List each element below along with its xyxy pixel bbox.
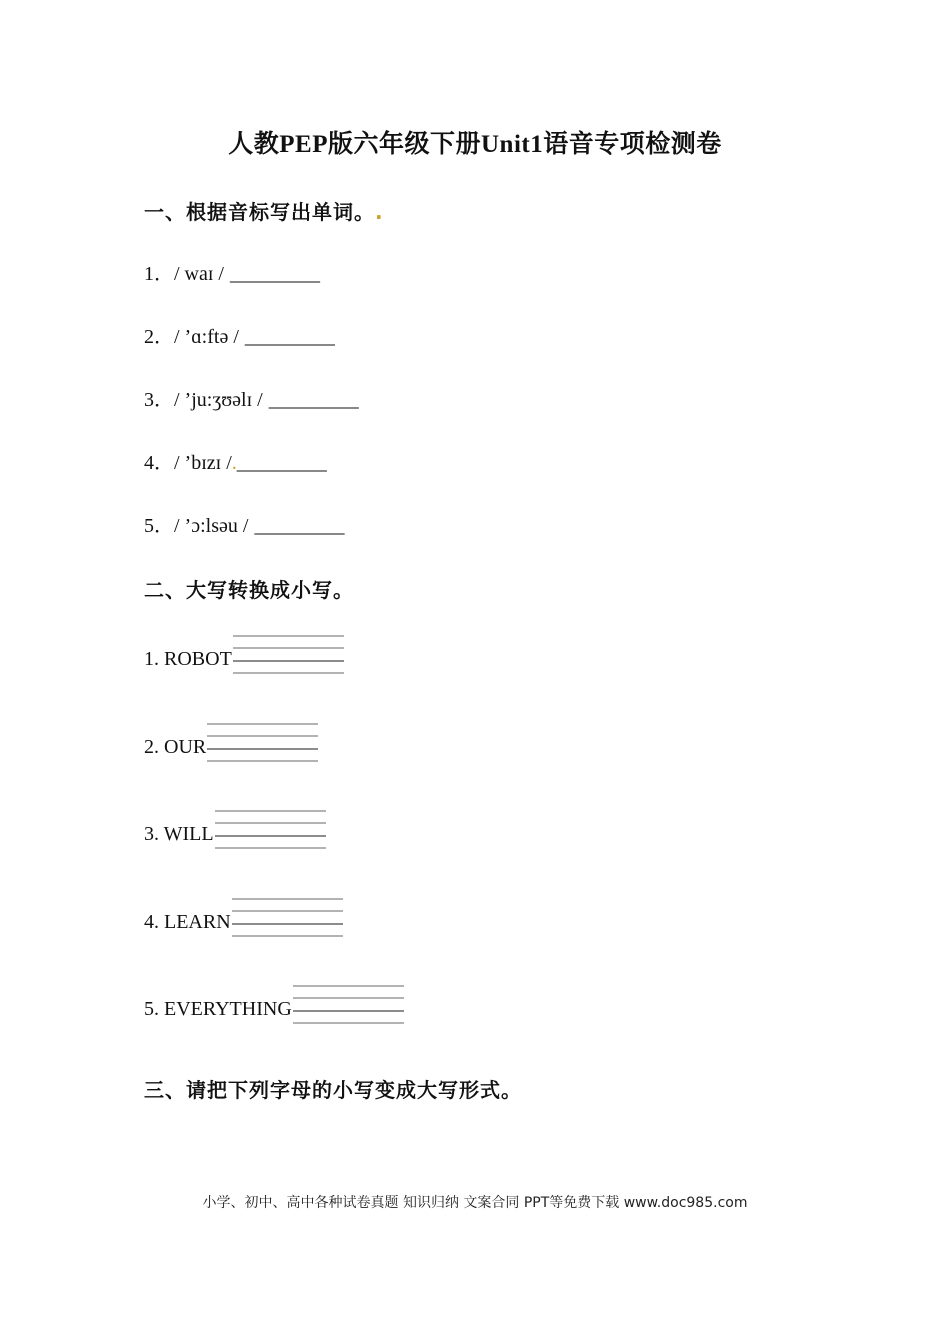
section2-heading: 二、大写转换成小写。: [144, 578, 354, 602]
case-item-3: [144, 795, 326, 845]
writing-lines[interactable]: [207, 723, 318, 764]
item-number: 4．: [144, 452, 174, 474]
phonetic-item-1: [144, 257, 320, 286]
item-number: 1．: [144, 263, 174, 285]
item-mark: .: [231, 452, 237, 474]
answer-blank[interactable]: _________: [244, 326, 335, 348]
writing-lines[interactable]: [293, 985, 404, 1026]
writing-lines[interactable]: [233, 635, 344, 676]
phonetic-text: / ’bɪzɪ /: [174, 452, 232, 474]
phonetic-text: / ’ju:ʒʊəlɪ /: [174, 389, 263, 411]
answer-blank[interactable]: _________: [268, 389, 359, 411]
item-number: 5．: [144, 515, 174, 537]
phonetic-item-2: [144, 320, 335, 349]
word-label: 1. ROBOT: [144, 648, 232, 670]
phonetic-item-3: [144, 383, 359, 412]
writing-lines[interactable]: [215, 810, 326, 851]
item-number: 3．: [144, 389, 174, 411]
section3-heading: 三、请把下列字母的小写变成大写形式。: [144, 1078, 522, 1102]
word-label: 3. WILL: [144, 823, 214, 845]
phonetic-text: / ’ɔ:lsəu /: [174, 515, 249, 537]
phonetic-item-5: [144, 509, 344, 538]
page-title: 人教PEP版六年级下册Unit1语音专项检测卷: [228, 131, 722, 158]
answer-blank[interactable]: _________: [236, 452, 327, 474]
case-item-4: [144, 883, 343, 933]
answer-blank[interactable]: _________: [254, 515, 345, 537]
phonetic-text: / ’ɑ:ftə /: [174, 326, 239, 348]
answer-blank[interactable]: _________: [230, 263, 320, 285]
section1-heading-text: 一、根据音标写出单词。: [144, 200, 375, 224]
section1-heading: [144, 196, 384, 225]
section1-heading-mark: .: [375, 200, 384, 224]
case-item-1: [144, 620, 344, 670]
case-item-2: [144, 708, 318, 758]
page-footer: 小学、初中、高中各种试卷真题 知识归纳 文案合同 PPT等免费下载 www.doc985.com: [202, 1195, 748, 1211]
word-label: 4. LEARN: [144, 911, 231, 933]
item-number: 2．: [144, 326, 174, 348]
phonetic-item-4: [144, 446, 327, 475]
phonetic-text: / waɪ /: [174, 263, 224, 285]
writing-lines[interactable]: [232, 898, 343, 939]
case-item-5: [144, 970, 404, 1020]
word-label: 2. OUR: [144, 736, 207, 758]
word-label: 5. EVERYTHING: [144, 998, 292, 1020]
